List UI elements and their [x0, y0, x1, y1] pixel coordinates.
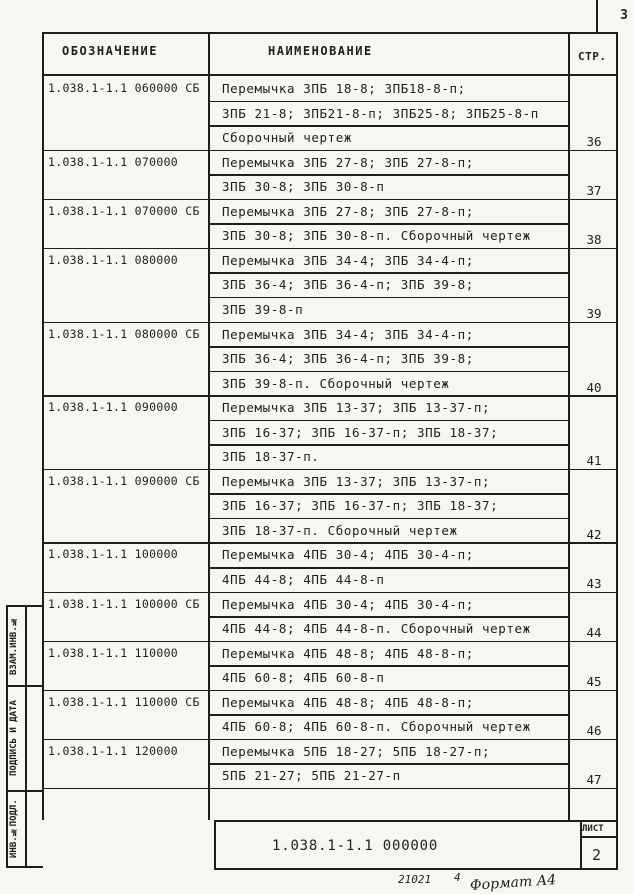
row-name: Перемычка 4ПБ 30-4; 4ПБ 30-4-п; — [222, 547, 474, 563]
document-code: 1.038.1-1.1 000000 — [272, 838, 439, 854]
row-page: 47 — [586, 772, 602, 788]
row-name: Перемычка 3ПБ 13-37; 3ПБ 13-37-п; — [222, 473, 491, 489]
row-page: 37 — [586, 183, 602, 199]
row-designation: 1.038.1-1.1 060000 СБ — [48, 81, 200, 95]
row-page: 36 — [586, 134, 602, 150]
row-separator — [208, 420, 570, 422]
header-bottom-border — [42, 74, 618, 76]
row-designation: 1.038.1-1.1 080000 — [48, 252, 179, 267]
row-name: 3ПБ 21-8; 3ПБ21-8-п; 3ПБ25-8; 3ПБ25-8-п — [222, 105, 539, 121]
row-designation: 1.038.1-1.1 110000 — [48, 645, 179, 660]
row-page: 46 — [586, 723, 602, 739]
row-separator — [42, 395, 618, 397]
row-name: 3ПБ 36-4; 3ПБ 36-4-п; 3ПБ 39-8; — [222, 277, 474, 293]
row-separator — [208, 125, 570, 127]
row-separator — [208, 346, 570, 348]
row-separator — [42, 248, 618, 250]
corner-border-line — [596, 0, 598, 34]
row-separator — [208, 665, 570, 667]
header-page: СТР. — [578, 50, 607, 63]
stamp-vzam-inv: ВЗАМ.ИНВ.№ — [9, 616, 19, 676]
order-number: 21021 — [398, 873, 432, 886]
sheet-number: 2 — [592, 846, 602, 864]
row-name: Перемычка 3ПБ 34-4; 3ПБ 34-4-п; — [222, 252, 474, 268]
stamp-podpis-data: ПОДПИСЬ И ДАТА — [9, 700, 19, 776]
side-stamp-bottom — [6, 866, 43, 868]
title-block-left-border — [214, 820, 216, 870]
row-name: Перемычка 5ПБ 18-27; 5ПБ 18-27-п; — [222, 743, 491, 759]
row-page: 41 — [586, 453, 602, 469]
row-name: Перемычка 4ПБ 30-4; 4ПБ 30-4-п; — [222, 596, 474, 612]
side-stamp-divider-1 — [6, 685, 43, 687]
row-separator — [42, 690, 618, 692]
title-block-top-border — [214, 820, 618, 822]
header-name: НАИМЕНОВАНИЕ — [268, 44, 373, 58]
row-name: Перемычка 3ПБ 27-8; 3ПБ 27-8-п; — [222, 154, 474, 170]
row-name: 3ПБ 30-8; 3ПБ 30-8-п — [222, 179, 385, 195]
row-separator — [42, 322, 618, 324]
title-block-bottom-border — [214, 868, 618, 870]
row-page: 45 — [586, 674, 602, 690]
row-designation: 1.038.1-1.1 070000 — [48, 154, 179, 169]
row-name: 4ПБ 44-8; 4ПБ 44-8-п — [222, 572, 385, 587]
row-separator — [208, 371, 570, 373]
row-separator — [208, 616, 570, 618]
row-page: 44 — [586, 625, 602, 641]
row-separator — [42, 542, 618, 544]
row-separator — [208, 518, 570, 520]
format-label: Формат А4 — [469, 872, 557, 894]
row-name: 3ПБ 39-8-п — [222, 301, 304, 317]
row-separator — [42, 788, 618, 790]
row-name: Перемычка 4ПБ 48-8; 4ПБ 48-8-п; — [222, 645, 474, 661]
side-stamp-top — [6, 605, 43, 607]
row-name: Перемычка 3ПБ 34-4; 3ПБ 34-4-п; — [222, 326, 474, 342]
row-separator — [42, 199, 618, 201]
row-name: 4ПБ 60-8; 4ПБ 60-8-п. Сборочный чертеж — [222, 719, 531, 735]
row-separator — [208, 223, 570, 225]
row-page: 43 — [586, 576, 602, 591]
row-name: 3ПБ 16-37; 3ПБ 16-37-п; 3ПБ 18-37; — [222, 424, 499, 440]
row-name: 4ПБ 44-8; 4ПБ 44-8-п. Сборочный чертеж — [222, 621, 531, 637]
frame-top-border — [42, 32, 618, 34]
row-name: 3ПБ 30-8; 3ПБ 30-8-п. Сборочный чертеж — [222, 228, 531, 244]
corner-page-number: 3 — [620, 8, 628, 23]
row-name: 3ПБ 16-37; 3ПБ 16-37-п; 3ПБ 18-37; — [222, 498, 499, 514]
row-separator — [42, 592, 618, 594]
row-designation: 1.038.1-1.1 100000 — [48, 547, 179, 562]
row-name: Перемычка 3ПБ 18-8; 3ПБ18-8-п; — [222, 81, 466, 96]
side-stamp-inner-line — [25, 605, 27, 867]
header-designation: ОБОЗНАЧЕНИЕ — [62, 44, 158, 58]
row-separator — [208, 444, 570, 446]
stamp-inv-podl: ИНВ.№ПОДЛ. — [9, 799, 19, 859]
row-separator — [42, 739, 618, 741]
row-designation: 1.038.1-1.1 090000 — [48, 400, 179, 415]
row-name: 3ПБ 39-8-п. Сборочный чертеж — [222, 375, 450, 391]
row-separator — [208, 174, 570, 176]
row-page: 42 — [586, 526, 602, 542]
row-name: Перемычка 3ПБ 13-37; 3ПБ 13-37-п; — [222, 400, 491, 416]
row-designation: 1.038.1-1.1 110000 СБ — [48, 694, 200, 709]
row-designation: 1.038.1-1.1 120000 — [48, 743, 179, 758]
row-name: Перемычка 3ПБ 27-8; 3ПБ 27-8-п; — [222, 203, 474, 219]
row-separator — [42, 469, 618, 471]
sheet-label: ЛИСТ — [582, 824, 604, 834]
row-designation: 1.038.1-1.1 080000 СБ — [48, 326, 200, 341]
row-separator — [208, 493, 570, 495]
row-separator — [42, 641, 618, 643]
row-page: 39 — [586, 305, 602, 321]
row-separator — [208, 567, 570, 569]
row-designation: 1.038.1-1.1 070000 СБ — [48, 203, 200, 218]
row-separator — [42, 150, 618, 152]
row-name: 3ПБ 18-37-п. — [222, 449, 320, 465]
title-block-sheet-label-line — [580, 836, 618, 838]
row-name: 3ПБ 36-4; 3ПБ 36-4-п; 3ПБ 39-8; — [222, 351, 474, 367]
row-page: 40 — [586, 379, 602, 395]
row-designation: 1.038.1-1.1 100000 СБ — [48, 596, 200, 611]
side-stamp-outer-line — [6, 605, 8, 867]
row-separator — [208, 714, 570, 716]
side-stamp-divider-2 — [6, 790, 43, 792]
copy-number: 4 — [454, 871, 461, 884]
row-name: Перемычка 4ПБ 48-8; 4ПБ 48-8-п; — [222, 694, 474, 710]
row-separator — [208, 272, 570, 274]
row-separator — [208, 101, 570, 103]
frame-right-border — [616, 32, 618, 870]
row-separator — [208, 297, 570, 299]
row-page: 38 — [586, 232, 602, 248]
row-name: 5ПБ 21-27; 5ПБ 21-27-п — [222, 768, 401, 784]
row-name: Сборочный чертеж — [222, 130, 353, 146]
row-name: 4ПБ 60-8; 4ПБ 60-8-п — [222, 670, 385, 686]
row-designation: 1.038.1-1.1 090000 СБ — [48, 473, 200, 488]
row-name: 3ПБ 18-37-п. Сборочный чертеж — [222, 522, 458, 538]
row-separator — [208, 763, 570, 765]
